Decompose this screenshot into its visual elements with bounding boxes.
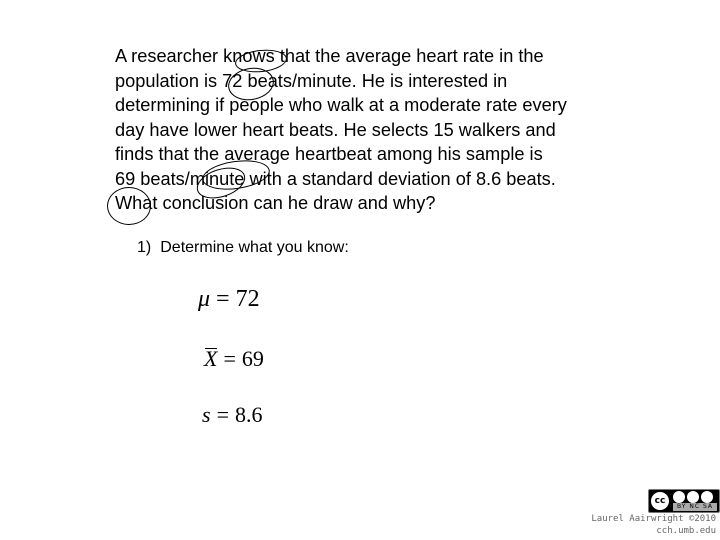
cc-logo-icon: cc xyxy=(651,492,669,510)
problem-line: population is 72 beats/minute. He is interested in xyxy=(115,70,508,91)
sharealike-icon xyxy=(701,491,713,503)
problem-line: finds that the average heartbeat among his sample is xyxy=(115,144,543,164)
problem-line: What conclusion can he draw and why? xyxy=(115,193,436,213)
cc-license-badge[interactable] xyxy=(648,489,720,513)
license-block xyxy=(582,487,718,539)
s-value: 8.6 xyxy=(234,402,263,427)
equals-sign: = xyxy=(223,346,236,371)
noncommercial-icon xyxy=(687,491,699,503)
problem-line: A researcher knows that the average heart rate in the xyxy=(115,46,544,66)
equals-sign: = xyxy=(216,402,229,427)
license-terms-icons xyxy=(673,491,719,503)
xbar-equation xyxy=(204,346,264,372)
mu-equation xyxy=(198,286,260,313)
equals-sign: = xyxy=(216,286,230,312)
step-number: 1) xyxy=(137,239,152,256)
s-equation xyxy=(202,402,262,428)
xbar-symbol: X xyxy=(204,346,218,371)
xbar-value: 69 xyxy=(241,346,264,371)
problem-line: determining if people who walk at a moderate rate every xyxy=(115,95,567,115)
problem-line: day have lower heart beats. He selects 15 walkers and xyxy=(115,119,556,140)
license-terms-label: BY NC SA xyxy=(673,503,717,511)
attribution-icon xyxy=(673,491,685,503)
mu-symbol: μ xyxy=(198,286,211,312)
step-text: Determine what you know: xyxy=(160,239,349,256)
mu-value: 72 xyxy=(235,286,260,312)
circle-annotation-what xyxy=(107,187,151,225)
step-heading xyxy=(137,239,349,257)
source-credit: cch.umb.edu xyxy=(656,526,716,536)
author-credit: Laurel Aairwright ©2010 xyxy=(591,514,716,524)
s-symbol: s xyxy=(202,402,211,427)
problem-line: 69 beats/minute with a standard deviation of 8.6 beats. xyxy=(115,168,556,189)
